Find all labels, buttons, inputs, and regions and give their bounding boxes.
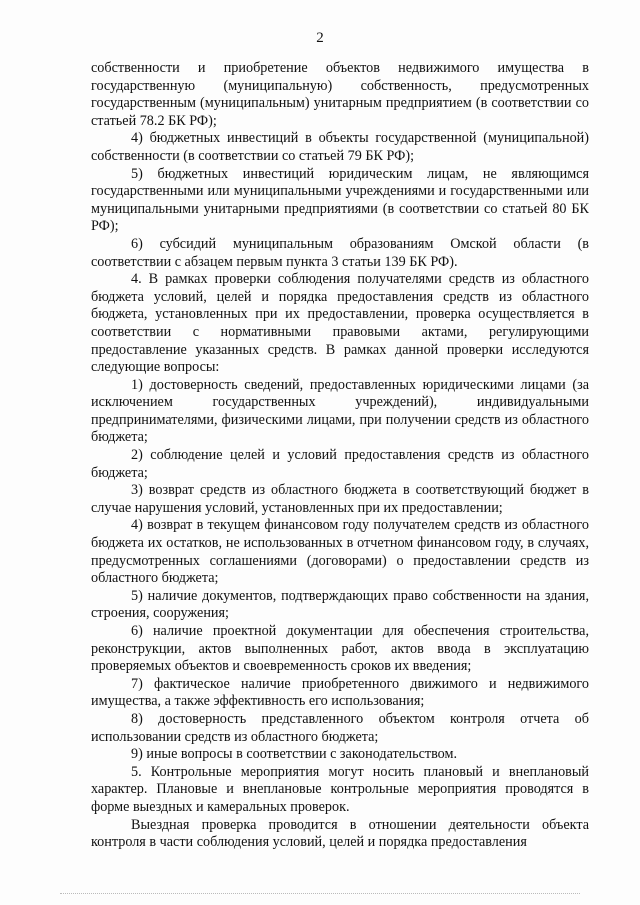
paragraph: 8) достоверность представленного объектом контроля отчета об использовании средств из областного бюджета;: [91, 710, 589, 745]
paragraph: 9) иные вопросы в соответствии с законодательством.: [131, 746, 458, 763]
paragraph: 6) наличие проектной документации для обеспечения строительства, реконструкции, актов выполненных работ, актов ввода в эксплуатацию проверяемых объектов и своевременность сроков их введения;: [91, 623, 589, 675]
page-number: 2: [316, 30, 324, 46]
paragraph: собственности и приобретение объектов недвижимого имущества в государственную (муниципальную) собственность, предусмотренных государственным (муниципальным) унитарным предприятием (в соответствии со статьей 78.2 БК РФ);: [91, 60, 589, 129]
paragraph: 4) бюджетных инвестиций в объекты государственной (муниципальной) собственности (в соответствии со статьей 79 БК РФ);: [91, 130, 589, 164]
paragraph: Выездная проверка проводится в отношении деятельности объекта контроля в части соблюдения условий, целей и порядка предоставления: [91, 816, 589, 851]
paragraph: 3) возврат средств из областного бюджета в соответствующий бюджет в случае нарушения условий, установленных при их предоставлении;: [91, 482, 589, 516]
scan-footer-marks: [60, 893, 580, 898]
paragraph: 4. В рамках проверки соблюдения получателями средств из областного бюджета условий, целей и порядка предоставления средств из областного бюджета, установленных при их предоставлении, проверка осуществляется в соответствии с нормативными правовыми актами, регулирующими предоставление указанных средств. В рамках данной проверки исследуются следующие вопросы:: [91, 271, 589, 376]
paragraph: 5) наличие документов, подтверждающих право собственности на здания, строения, сооружения;: [91, 587, 589, 622]
paragraph: 7) фактическое наличие приобретенного движимого и недвижимого имущества, а также эффективность его использования;: [91, 675, 589, 710]
paragraph: 1) достоверность сведений, предоставленных юридическими лицами (за исключением государственных учреждений), индивидуальными предпринимателями, физическими лицами, при получении средств из областного бюджета;: [91, 376, 589, 446]
paragraph: 2) соблюдение целей и условий предоставления средств из областного бюджета;: [91, 447, 589, 481]
document-body: [91, 60, 589, 852]
paragraph: 6) субсидий муниципальным образованиям Омской области (в соответствии с абзацем первым пункта 3 статьи 139 БК РФ).: [91, 235, 589, 270]
paragraph: 5) бюджетных инвестиций юридическим лицам, не являющимся государственными или муниципальными учреждениями и государственными или муниципальными унитарными предприятиями (в соответствии со статьей 80 БК РФ);: [91, 165, 589, 235]
paragraph: 5. Контрольные мероприятия могут носить плановый и внеплановый характер. Плановые и внеплановые контрольные мероприятия проводятся в форме выездных и камеральных проверок.: [91, 763, 589, 815]
paragraph: 4) возврат в текущем финансовом году получателем средств из областного бюджета их остатков, не использованных в отчетном финансовом году, в случаях, предусмотренных соглашениями (договорами) о предоставлении средств из областного бюджета;: [91, 517, 589, 587]
